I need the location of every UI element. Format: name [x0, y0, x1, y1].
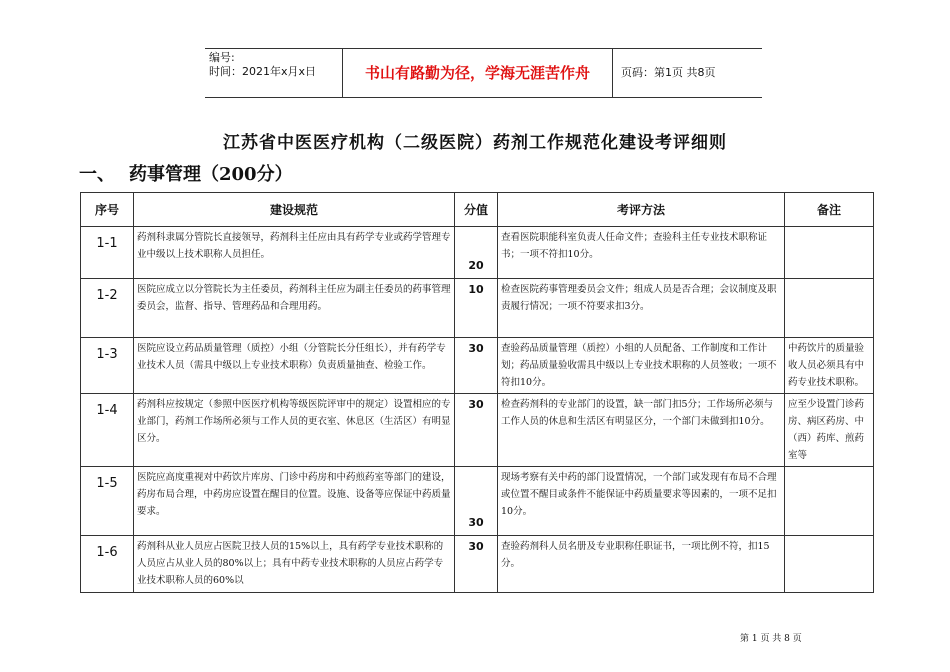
row-id: 1-4	[81, 394, 134, 467]
section-number: 一、	[79, 164, 115, 185]
column-header: 备注	[785, 193, 874, 227]
row-note	[785, 536, 874, 593]
row-score: 30	[455, 536, 498, 593]
column-header: 考评方法	[498, 193, 785, 227]
row-score: 30	[455, 467, 498, 536]
row-id: 1-3	[81, 338, 134, 394]
row-spec: 药剂科从业人员应占医院卫技人员的15%以上，具有药学专业技术职称的人员应占从业人员的80%以上；具有中药专业技术职称的人员应占药学专业技术职称人员的60%以	[134, 536, 455, 593]
table-row	[81, 279, 874, 338]
table-row	[81, 394, 874, 467]
row-method: 现场考察有关中药的部门设置情况，一个部门或发现有布局不合理或位置不醒目或条件不能保证中药质量要求等因素的，一项不足扣10分。	[498, 467, 785, 536]
table-row	[81, 338, 874, 394]
row-note: 中药饮片的质量验收人员必须具有中药专业技术职称。	[785, 338, 874, 394]
row-score: 10	[455, 279, 498, 338]
row-spec: 医院应设立药品质量管理（质控）小组（分管院长分任组长），并有药学专业技术人员（需具中级以上专业技术职称）负责质量抽查、检验工作。	[134, 338, 455, 394]
header-meta	[205, 49, 343, 97]
column-header: 建设规范	[134, 193, 455, 227]
row-method: 查看医院职能科室负责人任命文件；查验科主任专业技术职称证书；一项不符扣10分。	[498, 227, 785, 279]
row-note: 应至少设置门诊药房、病区药房、中（西）药库、煎药室等	[785, 394, 874, 467]
page-footer: 第 1 页 共 8 页	[740, 634, 802, 644]
section-heading	[79, 160, 293, 186]
row-method: 查验药剂科人员名册及专业职称任职证书，一项比例不符，扣15分。	[498, 536, 785, 593]
row-note	[785, 467, 874, 536]
header-page-info: 页码：第1页 共8页	[621, 66, 716, 79]
row-note	[785, 279, 874, 338]
row-id: 1-1	[81, 227, 134, 279]
row-method: 检查医院药事管理委员会文件；组成人员是否合理；会议制度及职责履行情况；一项不符要求扣3分。	[498, 279, 785, 338]
header-motto: 书山有路勤为径，学海无涯苦作舟	[343, 49, 613, 97]
criteria-table	[80, 192, 874, 593]
row-spec: 药剂科隶属分管院长直接领导，药剂科主任应由具有药学专业或药学管理专业中级以上技术职称人员担任。	[134, 227, 455, 279]
document-header	[205, 48, 762, 98]
time-label: 时间：2021年x月x日	[209, 65, 317, 78]
row-note	[785, 227, 874, 279]
row-id: 1-5	[81, 467, 134, 536]
row-id: 1-2	[81, 279, 134, 338]
table-row	[81, 227, 874, 279]
row-score: 30	[455, 394, 498, 467]
row-spec: 药剂科应按规定（参照中医医疗机构等级医院评审中的规定）设置相应的专业部门，药剂工作场所必须与工作人员的更衣室、休息区（生活区）有明显区分。	[134, 394, 455, 467]
row-method: 检查药剂科的专业部门的设置，缺一部门扣5分；工作场所必须与工作人员的休息和生活区有明显区分，一个部门未做到扣10分。	[498, 394, 785, 467]
column-header: 序号	[81, 193, 134, 227]
row-method: 查验药品质量管理（质控）小组的人员配备、工作制度和工作计划；药品质量验收需具中级以上专业技术职称的人员签收；一项不符扣10分。	[498, 338, 785, 394]
table-row	[81, 467, 874, 536]
table-row	[81, 536, 874, 593]
row-id: 1-6	[81, 536, 134, 593]
row-spec: 医院应高度重视对中药饮片库房、门诊中药房和中药煎药室等部门的建设，药房布局合理，中药房应设置在醒目的位置。设施、设备等应保证中药质量要求。	[134, 467, 455, 536]
row-score: 30	[455, 338, 498, 394]
table-header-row	[81, 193, 874, 227]
row-spec: 医院应成立以分管院长为主任委员，药剂科主任应为副主任委员的药事管理委员会，监督、指导、管理药品和合理用药。	[134, 279, 455, 338]
column-header: 分值	[455, 193, 498, 227]
document-title: 江苏省中医医疗机构（二级医院）药剂工作规范化建设考评细则	[223, 133, 727, 153]
section-title: 药事管理（200分）	[129, 164, 293, 185]
row-score: 20	[455, 227, 498, 279]
code-label: 编号:	[209, 51, 235, 64]
